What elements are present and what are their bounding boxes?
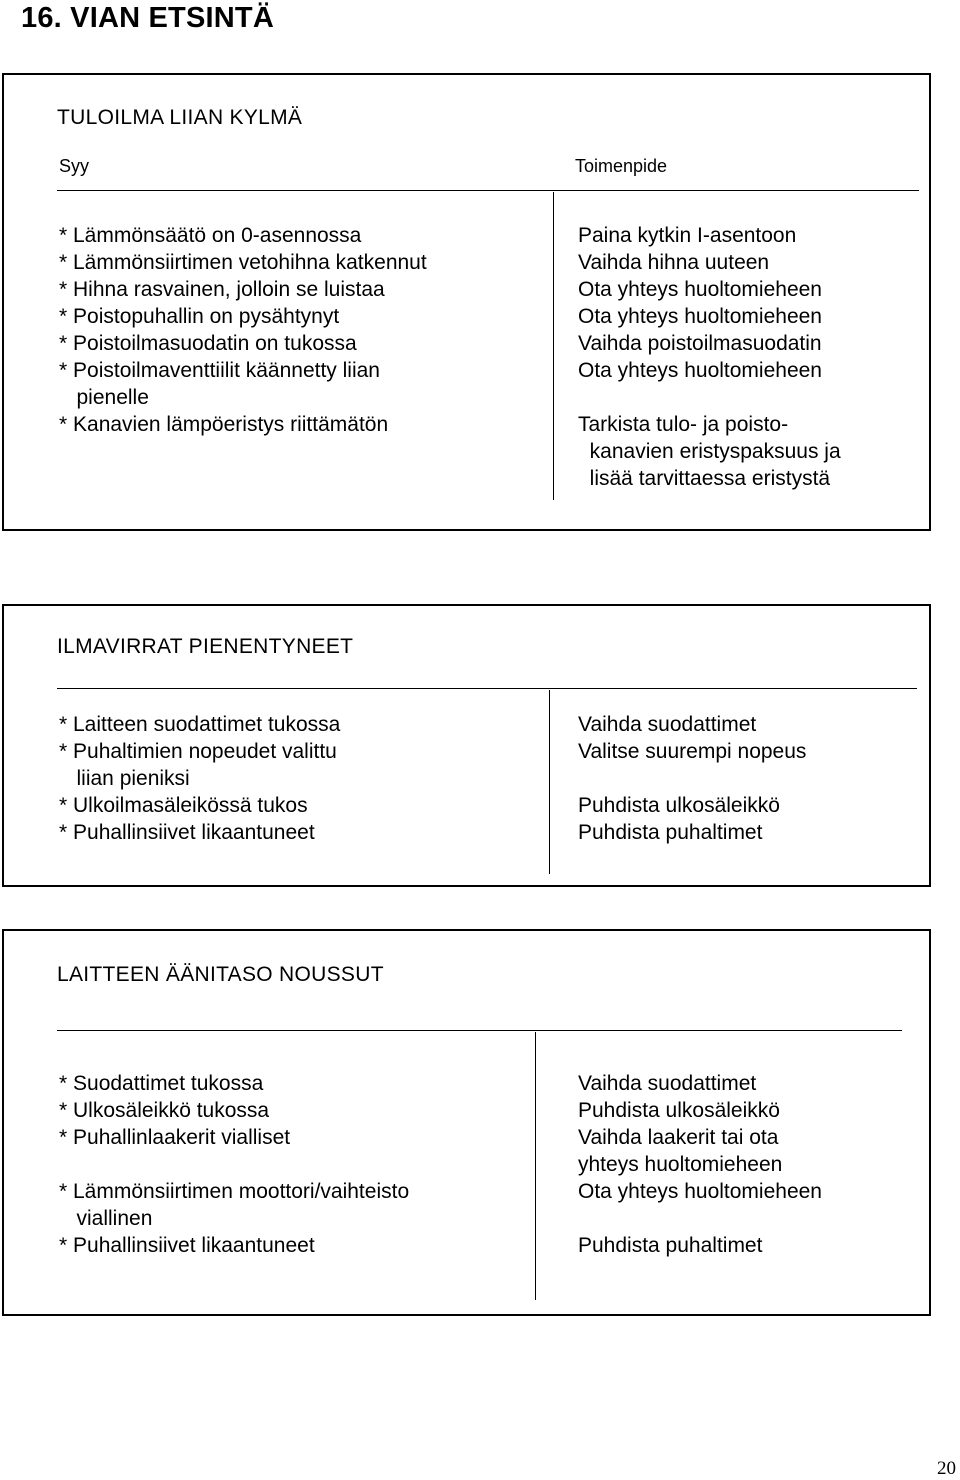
list-item: Ota yhteys huoltomieheen <box>578 359 822 382</box>
cause-list <box>59 711 340 846</box>
page-number: 20 <box>937 1458 956 1479</box>
list-item: * Ulkosäleikkö tukossa <box>59 1099 270 1122</box>
cause-list <box>59 1070 409 1259</box>
section-divider <box>57 688 917 689</box>
column-divider <box>553 192 554 500</box>
list-item: lisää tarvittaessa eristystä <box>578 467 831 490</box>
list-item: liian pieniksi <box>59 767 190 790</box>
action-list <box>578 1070 822 1259</box>
list-item: * Kanavien lämpöeristys riittämätön <box>59 413 389 436</box>
section-divider <box>57 190 919 191</box>
list-item <box>59 1151 409 1178</box>
list-item: Vaihda suodattimet <box>578 1072 757 1095</box>
list-item: * Ulkoilmasäleikössä tukos <box>59 794 308 817</box>
list-item: Ota yhteys huoltomieheen <box>578 278 822 301</box>
list-item: Puhdista ulkosäleikkö <box>578 794 780 817</box>
list-item: Vaihda laakerit tai ota <box>578 1126 779 1149</box>
cause-column-label: Syy <box>59 156 90 176</box>
column-divider <box>535 1032 536 1300</box>
list-item <box>578 384 841 411</box>
list-item: Valitse suurempi nopeus <box>578 740 807 763</box>
list-item: Ota yhteys huoltomieheen <box>578 305 822 328</box>
list-item <box>578 765 806 792</box>
list-item: viallinen <box>59 1207 153 1230</box>
list-item <box>578 1205 822 1232</box>
list-item: Ota yhteys huoltomieheen <box>578 1180 822 1203</box>
column-divider <box>549 690 550 874</box>
list-item: Tarkista tulo- ja poisto- <box>578 413 789 436</box>
section-title: TULOILMA LIIAN KYLMÄ <box>57 106 303 129</box>
list-item: * Suodattimet tukossa <box>59 1072 264 1095</box>
action-list <box>578 222 841 492</box>
list-item: * Lämmönsäätö on 0-asennossa <box>59 224 362 247</box>
list-item: kanavien eristyspaksuus ja <box>578 440 841 463</box>
list-item: * Lämmönsiirtimen vetohihna katkennut <box>59 251 427 274</box>
list-item: Puhdista ulkosäleikkö <box>578 1099 780 1122</box>
section-divider <box>57 1030 902 1031</box>
list-item: pienelle <box>59 386 149 409</box>
action-list <box>578 711 806 846</box>
list-item: * Puhallinsiivet likaantuneet <box>59 821 315 844</box>
section-title: ILMAVIRRAT PIENENTYNEET <box>57 635 354 658</box>
list-item: * Hihna rasvainen, jolloin se luistaa <box>59 278 385 301</box>
page-heading: 16. VIAN ETSINTÄ <box>21 2 274 34</box>
list-item: * Laitteen suodattimet tukossa <box>59 713 341 736</box>
list-item: * Lämmönsiirtimen moottori/vaihteisto <box>59 1180 410 1203</box>
list-item: * Puhallinlaakerit vialliset <box>59 1126 291 1149</box>
list-item: Puhdista puhaltimet <box>578 1234 763 1257</box>
list-item: yhteys huoltomieheen <box>578 1153 783 1176</box>
list-item: * Poistopuhallin on pysähtynyt <box>59 305 340 328</box>
action-column-label: Toimenpide <box>575 156 668 176</box>
list-item: Paina kytkin I-asentoon <box>578 224 797 247</box>
list-item: Vaihda suodattimet <box>578 713 757 736</box>
cause-list <box>59 222 427 438</box>
list-item: Puhdista puhaltimet <box>578 821 763 844</box>
list-item: * Poistoilmaventtiilit käännetty liian <box>59 359 380 382</box>
list-item: * Poistoilmasuodatin on tukossa <box>59 332 357 355</box>
list-item: Vaihda poistoilmasuodatin <box>578 332 822 355</box>
section-title: LAITTEEN ÄÄNITASO NOUSSUT <box>57 963 384 986</box>
list-item: * Puhaltimien nopeudet valittu <box>59 740 337 763</box>
list-item: * Puhallinsiivet likaantuneet <box>59 1234 315 1257</box>
list-item: Vaihda hihna uuteen <box>578 251 770 274</box>
